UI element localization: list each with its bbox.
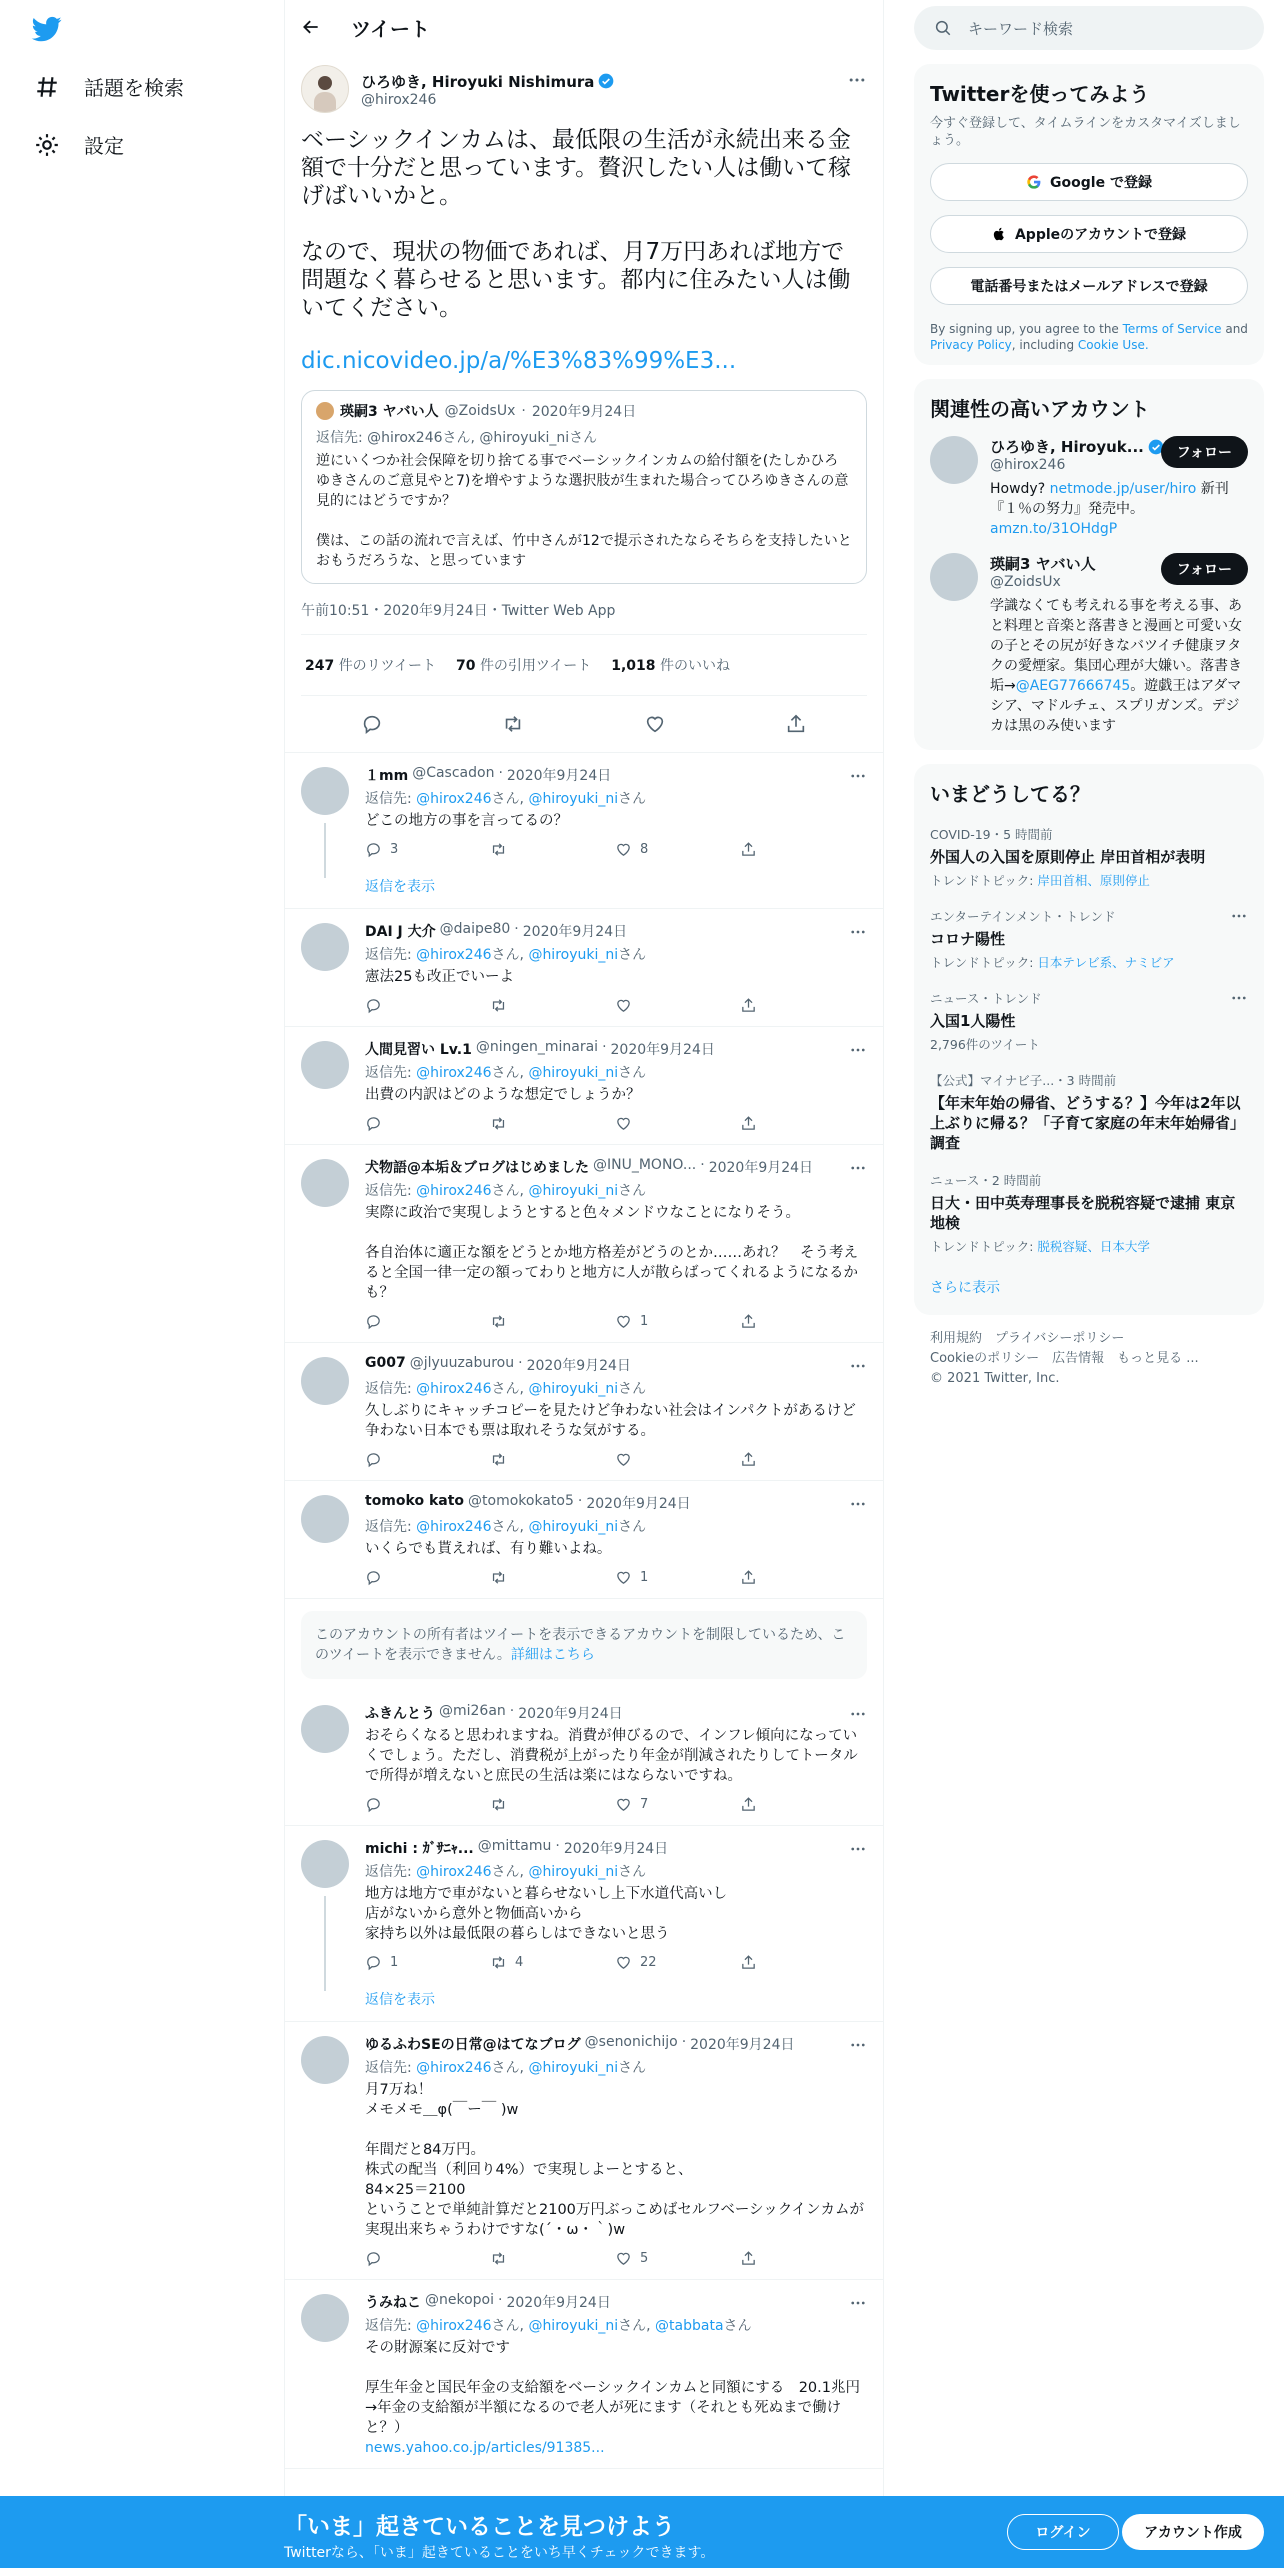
more-options-icon[interactable]	[849, 1357, 867, 1375]
avatar[interactable]	[301, 1159, 349, 1207]
trend-topic-link[interactable]: 脱税容疑、日本大学	[1037, 1239, 1150, 1254]
reply-actions	[365, 2250, 867, 2267]
reply-text: どこの地方の事を言ってるの？	[365, 813, 568, 829]
signup-card	[914, 64, 1264, 365]
terms-link[interactable]: Terms of Service	[1122, 322, 1222, 336]
like-heart-icon	[615, 1115, 632, 1132]
reply-author-name[interactable]: 犬物語@本垢＆ブログはじめました	[365, 1160, 589, 1176]
retweet-button[interactable]	[490, 2250, 615, 2267]
avatar	[316, 402, 334, 420]
reply-date[interactable]: 2020年9月24日	[506, 2295, 611, 2311]
reply-icon	[365, 1569, 382, 1586]
mention-link[interactable]: @hiroyuki_ni	[528, 1519, 619, 1535]
trend-meta: トレンドトピック: 脱税容疑、日本大学	[930, 1239, 1150, 1254]
reply-button[interactable]: 1	[365, 1954, 490, 1971]
quote-text: 逆にいくつか社会保障を切り捨てる事でベーシックインカムの給付額を(たしかひろゆきさんのご意見やと7)を増やすような選択肢が生まれた場合ってひろゆきさんの意見的にはどうですか？ 僕は、この話の流れで言えば、竹中さんが12で提示されたならそちらを支持したいとおもうだろうな、と思っています	[316, 453, 852, 569]
trend-category: COVID-19・5 時間前	[930, 827, 1053, 842]
more-options-icon[interactable]	[849, 2036, 867, 2054]
show-replies-link[interactable]: 返信を表示	[365, 879, 435, 895]
share-button[interactable]	[740, 997, 865, 1014]
avatar[interactable]	[301, 1840, 349, 1888]
retweet-button[interactable]: 4	[490, 1954, 615, 1971]
reply-author-name[interactable]: 人間見習い Lv.1	[365, 1042, 472, 1058]
share-button[interactable]	[740, 1954, 865, 1971]
reply-icon	[365, 2250, 382, 2267]
account-handle[interactable]: @hirox246	[990, 457, 1066, 473]
share-button[interactable]	[740, 2250, 865, 2267]
create-account-button[interactable]: アカウント作成	[1122, 2514, 1264, 2550]
avatar[interactable]	[301, 2294, 349, 2342]
more-options-icon[interactable]	[849, 923, 867, 941]
like-heart-icon	[615, 1313, 632, 1330]
reply-to-line: 返信先: @hirox246さん, @hiroyuki_niさん	[365, 1065, 647, 1081]
retweet-icon	[490, 841, 507, 858]
reply-text: 久しぶりにキャッチコピーを見たけど争わない社会はインパクトがあるけど争わない日本でも票は取れそうな気がする。	[365, 1403, 856, 1439]
gear-icon	[34, 132, 60, 158]
reply-actions	[365, 1569, 867, 1586]
apple-icon	[992, 226, 1007, 242]
reply-author-handle[interactable]: @ningen_minarai	[475, 1039, 599, 1055]
share-button[interactable]	[740, 1796, 865, 1813]
reply-to-line: 返信先: @hirox246さん, @hiroyuki_niさん	[365, 1381, 647, 1397]
like-heart-icon	[615, 2250, 632, 2267]
reply-to-line: 返信先: @hirox246さん, @hiroyuki_niさん	[365, 1864, 647, 1880]
nav-explore-label: 話題を検索	[84, 76, 184, 100]
reply-icon	[365, 1954, 382, 1971]
quote-count[interactable]: 70 件の引用ツイート	[456, 658, 592, 674]
reply-text: 地方は地方で車がないと暮らせないし上下水道代高いし 店がないから意外と物価高いから 家持ち以外は最低限の暮らしはできないと思う	[365, 1886, 728, 1942]
login-button[interactable]: ログイン	[1007, 2514, 1119, 2550]
reply-icon	[365, 1796, 382, 1813]
mention-link[interactable]: @hirox246	[416, 2060, 492, 2076]
share-button[interactable]	[740, 1569, 865, 1586]
bottom-title: 「いま」起きていることを見つけよう	[284, 2514, 675, 2540]
reply-to-line: 返信先: @hirox246さん, @hiroyuki_niさん, @tabbataさん	[365, 2318, 752, 2334]
reply-tweet[interactable]: 人間見習い Lv.1 @ningen_minarai · 2020年9月24日 返信先: @hirox246さん, @hiroyuki_niさん 出費の内訳はどのような想定でしょうか？	[285, 1027, 883, 1145]
show-more-link[interactable]: さらに表示	[930, 1280, 1000, 1296]
mention-link[interactable]: @tabbata	[655, 2318, 724, 2334]
like-button[interactable]: 1	[615, 1313, 740, 1330]
share-icon	[740, 1115, 757, 1132]
reply-button[interactable]: 3	[365, 841, 490, 858]
tweet-actions	[301, 696, 867, 752]
hashtag-icon	[34, 74, 60, 100]
like-button[interactable]: 5	[615, 2250, 740, 2267]
like-button[interactable]	[615, 997, 740, 1014]
mention-link[interactable]: @hirox246	[416, 791, 492, 807]
like-button[interactable]: 22	[615, 1954, 740, 1971]
reply-author-handle[interactable]: @mittamu	[477, 1838, 552, 1854]
reply-button[interactable]	[365, 1313, 490, 1330]
like-button[interactable]: 7	[615, 1796, 740, 1813]
right-sidebar	[914, 0, 1264, 1389]
more-options-icon[interactable]	[849, 1041, 867, 1059]
trend-title: コロナ陽性	[930, 930, 1006, 948]
bottom-subtitle: Twitterなら、「いま」起きていることをいち早くチェックできます。	[284, 2545, 715, 2561]
reply-author-handle[interactable]: @Cascadon	[412, 765, 495, 781]
left-nav	[0, 0, 284, 2568]
more-options-icon[interactable]	[849, 1495, 867, 1513]
account-name[interactable]: ひろゆき, Hiroyuk...	[990, 438, 1144, 456]
reply-date[interactable]: 2020年9月24日	[506, 768, 612, 784]
bio-link[interactable]: amzn.to/31OHdgP	[990, 521, 1118, 537]
like-button[interactable]: 1	[615, 1569, 740, 1586]
reply-author-name[interactable]: tomoko kato	[365, 1493, 465, 1509]
related-accounts-card	[914, 379, 1264, 750]
retweet-button[interactable]	[490, 1115, 615, 1132]
avatar[interactable]	[301, 1705, 349, 1753]
trend-item[interactable]	[930, 1071, 1248, 1153]
related-account[interactable]	[930, 553, 1248, 736]
reply-date[interactable]: 2020年9月24日	[610, 1042, 715, 1058]
more-options-icon[interactable]	[847, 70, 867, 90]
reply-icon[interactable]	[361, 713, 383, 735]
reply-actions	[365, 1796, 867, 1813]
reply-button[interactable]	[365, 2250, 490, 2267]
reply-date[interactable]: 2020年9月24日	[563, 1841, 669, 1857]
trend-item[interactable]	[930, 1171, 1248, 1255]
retweet-icon	[490, 1313, 507, 1330]
privacy-link[interactable]: Privacy Policy	[930, 338, 1012, 352]
retweet-icon	[490, 1451, 507, 1468]
reply-text: いくらでも貰えれば、有り難いよね。	[365, 1541, 612, 1557]
avatar[interactable]	[930, 553, 978, 601]
reply-list	[285, 753, 883, 1599]
reply-author-name[interactable]: G007	[365, 1355, 406, 1371]
more-options-icon[interactable]	[1230, 907, 1248, 925]
account-handle[interactable]: @ZoidsUx	[990, 574, 1061, 590]
reply-text: その財源案に反対です 厚生年金と国民年金の支給額をベーシックインカムと同額にする 20.1兆円 →年金の支給額が半額になるので老人が死にます（それとも死ぬまで働けと？）	[365, 2340, 860, 2436]
retweet-button[interactable]	[490, 997, 615, 1014]
google-icon	[1026, 174, 1042, 190]
like-heart-icon[interactable]	[644, 713, 666, 735]
reply-actions	[365, 997, 867, 1014]
reply-icon	[365, 1451, 382, 1468]
mention-link[interactable]: @hirox246	[416, 2318, 492, 2334]
reply-to-line: 返信先: @hirox246さん, @hiroyuki_niさん	[365, 1519, 647, 1535]
footer-links-2[interactable]: Cookieのポリシー 広告情報 もっと見る ...	[930, 1351, 1199, 1366]
reply-to-line: 返信先: @hirox246さん, @hiroyuki_niさん	[365, 2060, 647, 2076]
reply-author-handle[interactable]: @senonichijo	[584, 2034, 678, 2050]
share-icon	[740, 997, 757, 1014]
more-options-icon[interactable]	[849, 1705, 867, 1723]
quoted-tweet[interactable]: 瑛嗣3 ヤバい人 @ZoidsUx · 2020年9月24日 返信先: @hirox246さん, @hiroyuki_niさん 逆にいくつか社会保障を切り捨てる事でベーシックインカムの給付額を(たしかひろゆきさんのご意見やと7)を増やすような選択肢が生まれた場合ってひろゆきさんの意見的にはどうですか？ 僕は、この話の流れで言えば、竹中さんが12で提示されたならそちらを支持したいとおもうだろうな、と思っています	[301, 390, 867, 584]
bio-link[interactable]: @AEG77666745	[1015, 678, 1131, 694]
reply-author-handle[interactable]: @INU_MONO...	[593, 1157, 697, 1173]
retweet-button[interactable]	[490, 1569, 615, 1586]
focal-tweet	[285, 54, 883, 753]
more-options-icon[interactable]	[849, 2294, 867, 2312]
share-icon	[740, 1451, 757, 1468]
mention-link[interactable]: @hirox246	[416, 1381, 492, 1397]
footer-links-1[interactable]: 利用規約 プライバシーポリシー	[930, 1331, 1125, 1346]
reply-author-name[interactable]: ふきんとう	[365, 1706, 435, 1722]
tweet-timestamp[interactable]: 午前10:51・2020年9月24日・Twitter Web App	[301, 600, 867, 635]
avatar[interactable]	[301, 1495, 349, 1543]
mention-link[interactable]: @hirox246	[416, 1864, 492, 1880]
reply-date[interactable]: 2020年9月24日	[522, 924, 628, 940]
reply-actions	[365, 1115, 867, 1132]
retweet-icon	[490, 1569, 507, 1586]
reply-button[interactable]	[365, 1115, 490, 1132]
reply-icon	[365, 841, 382, 858]
trend-category: エンターテインメント・トレンド	[930, 909, 1116, 924]
trend-title: 外国人の入国を原則停止 岸田首相が表明	[930, 848, 1206, 866]
more-options-icon[interactable]	[849, 1159, 867, 1177]
account-name[interactable]: 瑛嗣3 ヤバい人	[990, 555, 1096, 573]
trend-item[interactable]	[930, 989, 1248, 1053]
nav-settings[interactable]	[34, 130, 124, 159]
share-icon	[740, 1796, 757, 1813]
like-button[interactable]	[615, 1451, 740, 1468]
trend-category: ニュース・トレンド	[930, 991, 1042, 1006]
reply-author-handle[interactable]: @mi26an	[439, 1703, 506, 1719]
reply-tweet[interactable]: G007 @jlyuuzaburou · 2020年9月24日 返信先: @hirox246さん, @hiroyuki_niさん 久しぶりにキャッチコピーを見たけど争わない社会はインパクトがあるけど争わない日本でも票は取れそうな気がする。	[285, 1343, 883, 1481]
reply-icon	[365, 997, 382, 1014]
top-bar	[285, 0, 883, 54]
trend-item[interactable]	[930, 825, 1248, 889]
reply-date[interactable]: 2020年9月24日	[708, 1160, 814, 1176]
footer	[914, 1329, 1264, 1389]
retweet-icon	[490, 997, 507, 1014]
reply-author-handle[interactable]: @nekopoi	[425, 2292, 495, 2308]
trends-title: いまどうしてる？	[930, 782, 1090, 806]
reply-tweet[interactable]: １mm @Cascadon · 2020年9月24日 返信先: @hirox246さん, @hiroyuki_niさん どこの地方の事を言ってるの？ 3 8 返信を表示	[285, 753, 883, 909]
trend-topic-link[interactable]: 日本テレビ系、ナミビア	[1037, 955, 1175, 970]
reply-icon	[365, 1313, 382, 1330]
like-heart-icon	[615, 1451, 632, 1468]
share-icon[interactable]	[785, 713, 807, 735]
mention-link[interactable]: @hirox246	[416, 1519, 492, 1535]
related-account[interactable]	[930, 436, 1248, 539]
mention-link[interactable]: @hirox246	[416, 947, 492, 963]
more-options-icon[interactable]	[1230, 989, 1248, 1007]
mention-link[interactable]: @hiroyuki_ni	[528, 2060, 619, 2076]
reply-to-line: 返信先: @hirox246さん, @hiroyuki_niさん	[365, 791, 647, 807]
reply-text: 出費の内訳はどのような想定でしょうか？	[365, 1087, 641, 1103]
thread-line	[324, 1896, 326, 1991]
avatar[interactable]	[301, 1357, 349, 1405]
copyright: © 2021 Twitter, Inc.	[930, 1371, 1060, 1386]
share-button[interactable]	[740, 1451, 865, 1468]
like-heart-icon	[615, 1569, 632, 1586]
tweet-text: ベーシックインカムは、最低限の生活が永続出来る金額で十分だと思っています。贅沢したい人は働いて稼げばいいかと。 なので、現状の物価であれば、月7万円あれば地方で問題なく暮らせると思います。都内に住みたい人は働いてください。	[301, 127, 852, 321]
like-button[interactable]: 8	[615, 841, 740, 858]
restricted-text: このアカウントの所有者はツイートを表示できるアカウントを制限しているため、このツイートを表示できません。	[315, 1627, 846, 1663]
retweet-icon	[490, 2250, 507, 2267]
details-link[interactable]: 詳細はこちら	[510, 1647, 595, 1663]
avatar[interactable]	[301, 767, 349, 815]
reply-tweet[interactable]: tomoko kato @tomokokato5 · 2020年9月24日 返信先: @hirox246さん, @hiroyuki_niさん いくらでも貰えれば、有り難いよね。 1	[285, 1481, 883, 1599]
avatar[interactable]	[301, 1041, 349, 1089]
reply-button[interactable]	[365, 997, 490, 1014]
reply-tweet[interactable]: ゆるふわSEの日常@はてなブログ @senonichijo · 2020年9月24日 返信先: @hirox246さん, @hiroyuki_niさん 月7万ね！ メモメモ＿φ(￣ー￣ )w 年間だと84万円。 株式の配当（利回り4%）で実現しよーとすると、 84×25＝2100 ということで単純計算だと2100万円ぶっこめばセルフベーシックインカムが実現出来ちゃうわけですな(´・ω・｀)w 5	[285, 2022, 883, 2280]
reply-author-name[interactable]: ゆるふわSEの日常@はてなブログ	[365, 2037, 581, 2053]
thread-line	[324, 823, 326, 878]
reply-author-handle[interactable]: @tomokokato5	[468, 1493, 574, 1509]
reply-author-handle[interactable]: @daipe80	[439, 921, 511, 937]
reply-actions	[365, 841, 867, 858]
retweet-icon	[490, 1796, 507, 1813]
search-placeholder: キーワード検索	[968, 19, 1074, 38]
avatar[interactable]	[301, 923, 349, 971]
reply-list	[285, 1691, 883, 2469]
quote-reply-to: 返信先: @hirox246さん, @hiroyuki_niさん	[316, 430, 598, 446]
reply-to-line: 返信先: @hirox246さん, @hiroyuki_niさん	[365, 1183, 647, 1199]
reply-text: 憲法25も改正でいーよ	[365, 969, 514, 985]
trend-meta: トレンドトピック: 岸田首相、原則停止	[930, 873, 1150, 888]
more-options-icon[interactable]	[849, 1840, 867, 1858]
trends-card	[914, 764, 1264, 1315]
search-input[interactable]	[914, 6, 1264, 50]
quote-author-handle: @ZoidsUx	[444, 403, 516, 419]
account-bio: 学識なくても考えれる事を考える事、あと料理と音楽と落書きと漫画と可愛い女の子とその尻が好きなバツイチ健康ヲタクの愛煙家。集団心理が大嫌い。落書き垢→@AEG77666745。遊戯王はアダマシア、マドルチェ、スプリガンズ。デジカは黒のみ使います	[990, 598, 1242, 734]
reply-date[interactable]: 2020年9月24日	[526, 1358, 631, 1374]
reply-tweet[interactable]: DAI J 大介 @daipe80 · 2020年9月24日 返信先: @hirox246さん, @hiroyuki_niさん 憲法25も改正でいーよ	[285, 909, 883, 1027]
quote-date: 2020年9月24日	[531, 404, 637, 420]
reply-tweet[interactable]: ふきんとう @mi26an · 2020年9月24日 おそらくなると思われますね。消費が伸びるので、インフレ傾向になっていくでしょう。ただし、消費税が上がったり年金が削減されたりしてトータルで所得が増えないと庶民の生活は楽にはならないですね。 7	[285, 1691, 883, 1826]
bottom-signup-bar	[0, 2496, 1284, 2568]
retweet-icon	[490, 1954, 507, 1971]
mention-link[interactable]: @hiroyuki_ni	[528, 1183, 619, 1199]
like-count[interactable]: 1,018 件のいいね	[611, 658, 730, 674]
mention-link[interactable]: @hiroyuki_ni	[528, 1065, 619, 1081]
apple-signup-button[interactable]: Appleのアカウントで登録	[930, 215, 1248, 253]
trend-meta: 2,796件のツイート	[930, 1037, 1040, 1052]
reply-actions	[365, 1313, 867, 1330]
trend-title: 入国1人陽性	[930, 1012, 1016, 1030]
reply-button[interactable]	[365, 1451, 490, 1468]
restricted-tweet-notice	[301, 1611, 867, 1679]
show-replies-link[interactable]: 返信を表示	[365, 1992, 435, 2008]
mention-link[interactable]: @hiroyuki_ni	[528, 947, 619, 963]
reply-author-handle[interactable]: @jlyuuzaburou	[409, 1355, 515, 1371]
retweet-icon	[490, 1115, 507, 1132]
reply-to-line: 返信先: @hirox246さん, @hiroyuki_niさん	[365, 947, 647, 963]
avatar[interactable]	[301, 65, 349, 113]
mention-link[interactable]: @hiroyuki_ni	[528, 791, 619, 807]
share-icon	[740, 841, 757, 858]
reply-author-name[interactable]: michi : ｶﾞｻﾆｬ...	[365, 1841, 474, 1857]
nav-settings-label: 設定	[84, 134, 124, 158]
mention-link[interactable]: @hiroyuki_ni	[528, 1864, 619, 1880]
follow-button[interactable]: フォロー	[1161, 553, 1248, 585]
nav-explore[interactable]	[34, 72, 184, 101]
google-signup-button[interactable]: Google で登録	[930, 163, 1248, 201]
retweet-icon[interactable]	[502, 713, 524, 735]
like-heart-icon	[615, 1796, 632, 1813]
reply-text: 実際に政治で実現しようとすると色々メンドウなことになりそう。 各自治体に適正な額をどうとか地方格差がどうのとか……あれ？ そう考えると全国一律一定の額ってわりと地方に人が散らばってくれるようになるかも？	[365, 1205, 858, 1301]
twitter-logo-icon[interactable]	[30, 14, 64, 44]
back-arrow-icon[interactable]	[301, 17, 321, 37]
article-link[interactable]: news.yahoo.co.jp/articles/91385...	[365, 2440, 605, 2456]
share-icon	[740, 2250, 757, 2267]
retweet-button[interactable]	[490, 1313, 615, 1330]
reply-button[interactable]	[365, 1796, 490, 1813]
avatar[interactable]	[301, 2036, 349, 2084]
related-title: 関連性の高いアカウント	[930, 397, 1150, 421]
quote-author-name: 瑛嗣3 ヤバい人	[340, 404, 439, 420]
trend-topic-link[interactable]: 岸田首相、原則停止	[1037, 873, 1150, 888]
like-button[interactable]	[615, 1115, 740, 1132]
share-icon	[740, 1313, 757, 1330]
share-icon	[740, 1954, 757, 1971]
phone-email-signup-button[interactable]: 電話番号またはメールアドレスで登録	[930, 267, 1248, 305]
signup-title: Twitterを使ってみよう	[930, 82, 1150, 106]
signup-subtitle: 今すぐ登録して、タイムラインをカスタマイズしましょう。	[930, 116, 1241, 148]
reply-date[interactable]: 2020年9月24日	[518, 1706, 623, 1722]
trend-category: ニュース・2 時間前	[930, 1173, 1042, 1188]
retweet-count[interactable]: 247 件のリツイート	[305, 658, 436, 674]
like-heart-icon	[615, 997, 632, 1014]
page-title: ツイート	[351, 16, 430, 41]
share-button[interactable]	[740, 1313, 865, 1330]
avatar[interactable]	[930, 436, 978, 484]
retweet-button[interactable]	[490, 1451, 615, 1468]
trend-meta: トレンドトピック: 日本テレビ系、ナミビア	[930, 955, 1175, 970]
mention-link[interactable]: @hiroyuki_ni	[528, 1381, 619, 1397]
account-bio: Howdy? netmode.jp/user/hiro 新刊『１％の努力』発売中。amzn.to/31OHdgP	[990, 481, 1229, 537]
mention-link[interactable]: @hiroyuki_ni	[528, 2318, 619, 2334]
reply-author-name[interactable]: １mm	[365, 768, 409, 784]
reply-actions	[365, 1451, 867, 1468]
mention-link[interactable]: @hirox246	[416, 1065, 492, 1081]
tweet-link[interactable]: dic.nicovideo.jp/a/%E3%83%99%E3...	[301, 348, 737, 374]
mention-link[interactable]: @hirox246	[416, 1183, 492, 1199]
follow-button[interactable]: フォロー	[1161, 436, 1248, 468]
verified-badge-icon	[598, 73, 614, 89]
bio-link[interactable]: netmode.jp/user/hiro	[1049, 481, 1197, 497]
author-handle[interactable]: @hirox246	[361, 91, 437, 108]
trend-item[interactable]	[930, 907, 1248, 971]
trend-title: 日大・田中英寿理事長を脱税容疑で逮捕 東京地検	[930, 1194, 1236, 1232]
search-icon	[934, 19, 952, 37]
trend-title: 【年末年始の帰省、どうする？】今年は2年以上ぶりに帰る？「子育て家庭の年末年始帰省」調査	[930, 1094, 1246, 1152]
more-options-icon[interactable]	[849, 767, 867, 785]
cookie-link[interactable]: Cookie Use.	[1077, 338, 1149, 352]
reply-icon	[365, 1115, 382, 1132]
reply-actions	[365, 1954, 867, 1971]
share-button[interactable]	[740, 841, 865, 858]
reply-tweet[interactable]: うみねこ @nekopoi · 2020年9月24日 返信先: @hirox246さん, @hiroyuki_niさん, @tabbataさん その財源案に反対です 厚生年金と国民年金の支給額をベーシックインカムと同額にする 20.1兆円 →年金の支給額が半額になるので老人が死にます（それとも死ぬまで働けと？） news.yahoo.co.jp/articles/91385...	[285, 2280, 883, 2469]
reply-author-name[interactable]: うみねこ	[365, 2295, 421, 2311]
reply-text: おそらくなると思われますね。消費が伸びるので、インフレ傾向になっていくでしょう。ただし、消費税が上がったり年金が削減されたりしてトータルで所得が増えないと庶民の生活は楽にはならないですね。	[365, 1728, 858, 1784]
author-name[interactable]: ひろゆき, Hiroyuki Nishimura	[361, 72, 595, 91]
reply-date[interactable]: 2020年9月24日	[586, 1496, 691, 1512]
share-button[interactable]	[740, 1115, 865, 1132]
main-column	[284, 0, 884, 2568]
reply-text: 月7万ね！ メモメモ＿φ(￣ー￣ )w 年間だと84万円。 株式の配当（利回り4%）で実現しよーとすると、 84×25＝2100 ということで単純計算だと2100万円ぶっこめばセルフベーシックインカムが実現出来ちゃうわけですな(´・ω・｀)w	[365, 2082, 865, 2238]
like-heart-icon	[615, 841, 632, 858]
reply-tweet[interactable]: 犬物語@本垢＆ブログはじめました @INU_MONO... · 2020年9月24日 返信先: @hirox246さん, @hiroyuki_niさん 実際に政治で実現しようとすると色々メンドウなことになりそう。 各自治体に適正な額をどうとか地方格差がどうのとか……あれ？ そう考えると全国一律一定の額ってわりと地方に人が散らばってくれるようになるかも？ 1	[285, 1145, 883, 1343]
trend-category: 【公式】マイナビ子...・3 時間前	[930, 1073, 1117, 1088]
reply-button[interactable]	[365, 1569, 490, 1586]
tweet-stats	[301, 635, 867, 696]
share-icon	[740, 1569, 757, 1586]
like-heart-icon	[615, 1954, 632, 1971]
reply-date[interactable]: 2020年9月24日	[690, 2037, 795, 2053]
signup-terms: By signing up, you agree to the Terms of Service and Privacy Policy, including Cookie Use.	[930, 322, 1248, 352]
reply-tweet[interactable]: michi : ｶﾞｻﾆｬ... @mittamu · 2020年9月24日 返信先: @hirox246さん, @hiroyuki_niさん 地方は地方で車がないと暮らせないし上下水道代高いし 店がないから意外と物価高いから 家持ち以外は最低限の暮らしはできないと思う 1 4 22 返信を表示	[285, 1826, 883, 2022]
retweet-button[interactable]	[490, 1796, 615, 1813]
retweet-button[interactable]	[490, 841, 615, 858]
reply-author-name[interactable]: DAI J 大介	[365, 924, 436, 940]
